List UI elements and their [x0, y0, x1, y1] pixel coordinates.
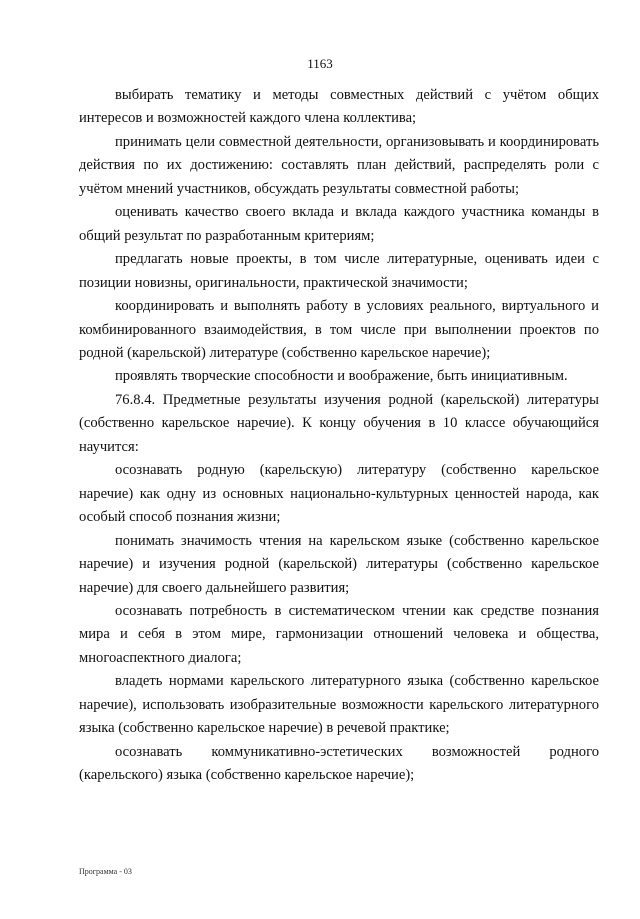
document-body [79, 84, 599, 788]
paragraph: принимать цели совместной деятельности, организовывать и координировать действия по их достижению: составлять план действий, распределять роли с учётом мнений участников, обсуждать результаты совместной работы; [79, 133, 599, 197]
paragraph: осознавать потребность в систематическом чтении как средстве познания мира и себя в этом мире, гармонизации отношений человека и общества, многоаспектного диалога; [79, 602, 599, 666]
paragraph: проявлять творческие способности и воображение, быть инициативным. [115, 368, 568, 385]
paragraph: понимать значимость чтения на карельском языке (собственно карельское наречие) и изучения родной (карельской) литературы (собственно карельское наречие) для своего дальнейшего развития; [79, 532, 599, 596]
paragraph: осознавать коммуникативно-эстетических возможностей родного (карельского) языка (собственно карельское наречие); [79, 743, 599, 784]
section-heading-paragraph: 76.8.4. Предметные результаты изучения родной (карельской) литературы (собственно карельское наречие). К концу обучения в 10 классе обучающийся научится: [79, 391, 599, 455]
paragraph: оценивать качество своего вклада и вклада каждого участника команды в общий результат по разработанным критериям; [79, 204, 599, 244]
paragraph: координировать и выполнять работу в условиях реального, виртуального и комбинированного взаимодействия, в том числе при выполнении проектов по родной (карельской) литературе (собственно карельское наречие); [79, 298, 599, 361]
paragraph: предлагать новые проекты, в том числе литературные, оценивать идеи с позиции новизны, оригинальности, практической значимости; [79, 251, 599, 291]
page-number: 1163 [307, 56, 333, 71]
paragraph: осознавать родную (карельскую) литературу (собственно карельское наречие) как одну из основных национально-культурных ценностей народа, как особый способ познания жизни; [79, 462, 599, 526]
paragraph: выбирать тематику и методы совместных действий с учётом общих интересов и возможностей каждого члена коллектива; [79, 87, 599, 127]
page-footer: Программа - 03 [79, 867, 132, 876]
paragraph: владеть нормами карельского литературного языка (собственно карельское наречие), использовать изобразительные возможности карельского литературного языка (собственно карельское наречие) в речевой практике; [79, 673, 599, 737]
